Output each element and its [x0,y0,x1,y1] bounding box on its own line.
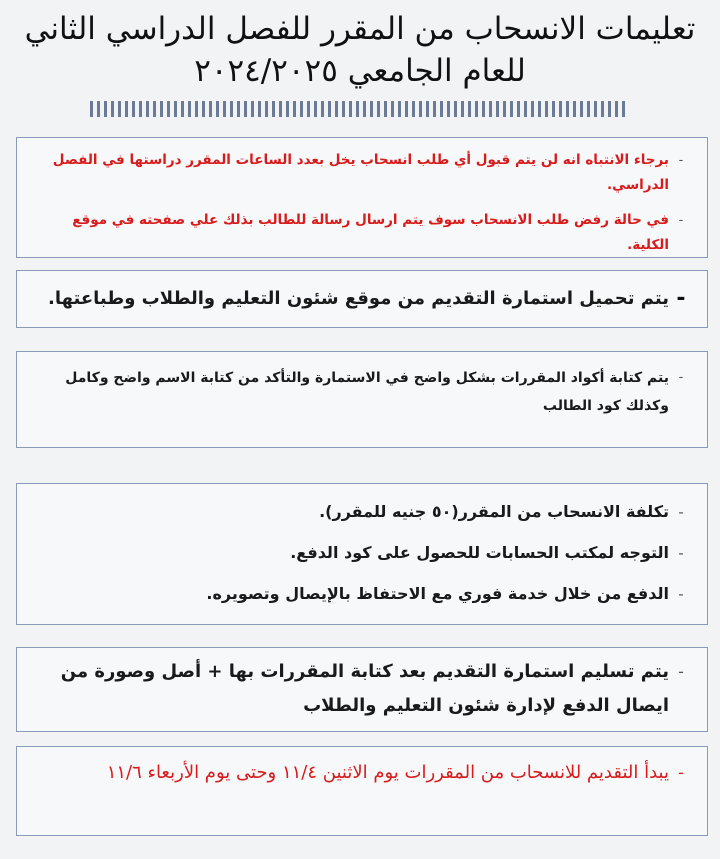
warning-text-1: برجاء الانتباه انه لن يتم قبول أي طلب انسحاب يخل بعدد الساعات المقرر دراستها في الفصل الدراسي. [52,152,669,193]
list-item [31,364,693,420]
bullet-dash: - [678,370,684,385]
list-item [31,755,693,791]
dates-text: يبدأ التقديم للانسحاب من المقررات يوم الاثنين ١١/٤ وحتى يوم الأربعاء ١١/٦ [106,762,669,783]
decorative-divider [90,101,628,117]
payment-steps-box [16,483,708,625]
bullet-dash: - [678,585,684,603]
bullet-dash: - [678,213,684,228]
title-line-2: للعام الجامعي ٢٠٢٤/٢٠٢٥ [194,53,526,89]
list-item [31,208,693,258]
course-codes-box [16,351,708,448]
page-title [10,8,710,92]
warning-text-2: في حالة رفض طلب الانسحاب سوف يتم ارسال رسالة للطالب بذلك علي صفحته في موقع الكلية. [72,212,669,253]
list-item [31,533,693,573]
bullet-dash: - [678,153,684,168]
payment-step-2: التوجه لمكتب الحسابات للحصول على كود الدفع. [290,543,669,562]
payment-step-3: الدفع من خلال خدمة فوري مع الاحتفاظ بالإيصال وتصويره. [206,584,669,603]
payment-step-1: تكلفة الانسحاب من المقرر(٥٠ جنيه للمقرر). [319,502,669,521]
dates-box [16,746,708,836]
bullet-dash: - [678,763,684,782]
bullet-dash: - [678,544,684,562]
list-item [31,655,693,723]
download-form-box [16,270,708,328]
bullet-dash: - [678,503,684,521]
submission-box [16,647,708,732]
list-item [31,492,693,532]
bullet-dash: - [676,286,686,311]
course-codes-text: يتم كتابة أكواد المقررات بشكل واضح في الاستمارة والتأكد من كتابة الاسم واضح وكامل وكذلك كود الطالب [65,370,669,414]
bullet-dash: - [678,662,684,681]
submission-text: يتم تسليم استمارة التقديم بعد كتابة المقررات بها + أصل وصورة من ايصال الدفع لإدارة شئون التعليم والطلاب [60,661,669,716]
list-item [31,574,693,614]
list-item [31,148,693,198]
title-line-1: تعليمات الانسحاب من المقرر للفصل الدراسي الثاني [24,11,696,47]
list-item [31,282,693,316]
download-form-text: يتم تحميل استمارة التقديم من موقع شئون التعليم والطلاب وطباعتها. [48,288,669,309]
warning-box [16,137,708,258]
